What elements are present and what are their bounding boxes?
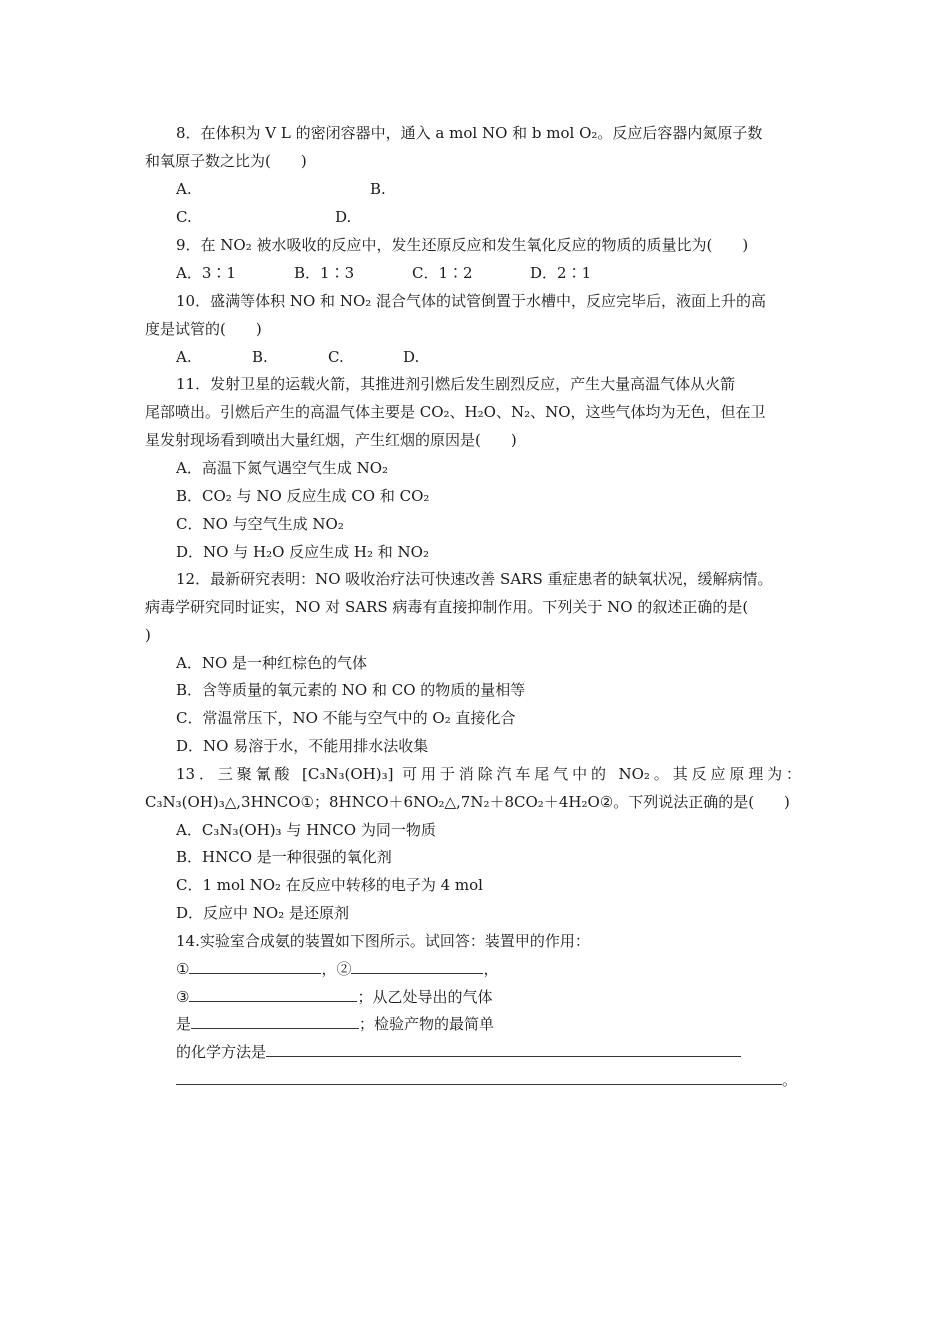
q14-mark-3: ③ — [176, 988, 190, 1006]
q12-option-b: B．含等质量的氧元素的 NO 和 CO 的物质的量相等 — [176, 681, 526, 699]
q12-option-d: D．NO 易溶于水，不能用排水法收集 — [176, 737, 429, 755]
q11-stem-line1: 11．发射卫星的运载火箭，其推进剂引燃后发生剧烈反应，产生大量高温气体从火箭 — [176, 375, 736, 393]
q12-option-a: A．NO 是一种红棕色的气体 — [176, 654, 368, 672]
q14-blank-row4 — [176, 1041, 741, 1063]
q13-stem-line2: C₃N₃(OH)₃△,3HNCO①；8HNCO＋6NO₂△,7N₂＋8CO₂＋4H₂O②。下列说法正确的是( ) — [145, 793, 790, 811]
q13-stem-line1: 13．三聚氰酸 [C₃N₃(OH)₃] 可用于消除汽车尾气中的 NO₂。其反应原理为： — [176, 765, 801, 783]
q12-option-c: C．常温常压下，NO 不能与空气中的 O₂ 直接化合 — [176, 709, 516, 727]
q14-stem-line1: 14.实验室合成氨的装置如下图所示。试回答：装置甲的作用： — [176, 932, 590, 950]
q13-option-b: B．HNCO 是一种很强的氧化剂 — [176, 848, 392, 866]
q8-option-b: B. — [370, 180, 386, 198]
q11-option-b: B．CO₂ 与 NO 反应生成 CO 和 CO₂ — [176, 487, 430, 505]
q13-option-a: A．C₃N₃(OH)₃ 与 HNCO 为同一物质 — [176, 821, 436, 839]
q14-text-method: 的化学方法是 — [176, 1043, 267, 1061]
q10-option-d: D. — [403, 348, 420, 366]
q14-text-simplest: ；检验产物的最简单 — [359, 1015, 495, 1033]
q12-stem-line2: 病毒学研究同时证实，NO 对 SARS 病毒有直接抑制作用。下列关于 NO 的叙述正确的是( — [145, 598, 749, 616]
q10-option-b: B. — [252, 348, 268, 366]
q8-option-a: A. — [176, 180, 192, 198]
q9-option-c: C．1∶2 — [412, 264, 473, 282]
q14-answer-blank-3[interactable] — [189, 986, 357, 1002]
q8-option-d: D. — [335, 208, 352, 226]
q8-stem-line1: 8．在体积为 V L 的密闭容器中，通入 a mol NO 和 b mol O₂。反应后容器内氮原子数 — [176, 124, 763, 142]
q8-option-c: C. — [176, 208, 192, 226]
q10-stem-line1: 10．盛满等体积 NO 和 NO₂ 混合气体的试管倒置于水槽中，反应完毕后，液面上升的高 — [176, 292, 767, 310]
q14-blank-row1 — [176, 958, 498, 980]
q14-comma: ， — [483, 960, 499, 978]
q14-answer-blank-5[interactable] — [266, 1041, 741, 1057]
q13-option-c: C．1 mol NO₂ 在反应中转移的电子为 4 mol — [176, 876, 483, 894]
q9-option-b: B．1∶3 — [294, 264, 355, 282]
q12-stem-line1: 12．最新研究表明：NO 吸收治疗法可快速改善 SARS 重症患者的缺氧状况，缓解病情。 — [176, 570, 773, 588]
q11-option-c: C．NO 与空气生成 NO₂ — [176, 515, 344, 533]
q14-mark-1: ① — [176, 960, 190, 978]
q14-text-is: 是 — [176, 1015, 192, 1033]
q14-period: 。 — [782, 1071, 798, 1089]
q14-answer-blank-2[interactable] — [351, 958, 483, 974]
q11-option-a: A．高温下氮气遇空气生成 NO₂ — [176, 459, 389, 477]
q8-stem-line2: 和氧原子数之比为( ) — [145, 152, 307, 170]
q11-stem-line2: 尾部喷出。引燃后产生的高温气体主要是 CO₂、H₂O、N₂、NO，这些气体均为无色，但在卫 — [145, 403, 766, 421]
q14-answer-blank-6[interactable] — [176, 1069, 782, 1085]
q14-answer-blank-4[interactable] — [191, 1013, 359, 1029]
q14-mark-2: ，② — [321, 960, 352, 978]
q12-stem-line3: ) — [145, 626, 151, 644]
q9-stem-line1: 9．在 NO₂ 被水吸收的反应中，发生还原反应和发生氧化反应的物质的质量比为( ) — [176, 236, 749, 254]
q14-text-gas: ；从乙处导出的气体 — [357, 988, 493, 1006]
q14-blank-row5 — [176, 1069, 797, 1091]
q10-stem-line2: 度是试管的( ) — [145, 320, 262, 338]
q14-blank-row3 — [176, 1013, 494, 1035]
q11-option-d: D．NO 与 H₂O 反应生成 H₂ 和 NO₂ — [176, 543, 429, 561]
q13-option-d: D．反应中 NO₂ 是还原剂 — [176, 904, 349, 922]
q10-option-a: A. — [176, 348, 192, 366]
q9-option-a: A．3∶1 — [176, 264, 236, 282]
q9-option-d: D．2∶1 — [530, 264, 592, 282]
q10-option-c: C. — [328, 348, 344, 366]
q11-stem-line3: 星发射现场看到喷出大量红烟，产生红烟的原因是( ) — [145, 431, 517, 449]
q14-blank-row2 — [176, 986, 492, 1008]
q14-answer-blank-1[interactable] — [189, 958, 321, 974]
